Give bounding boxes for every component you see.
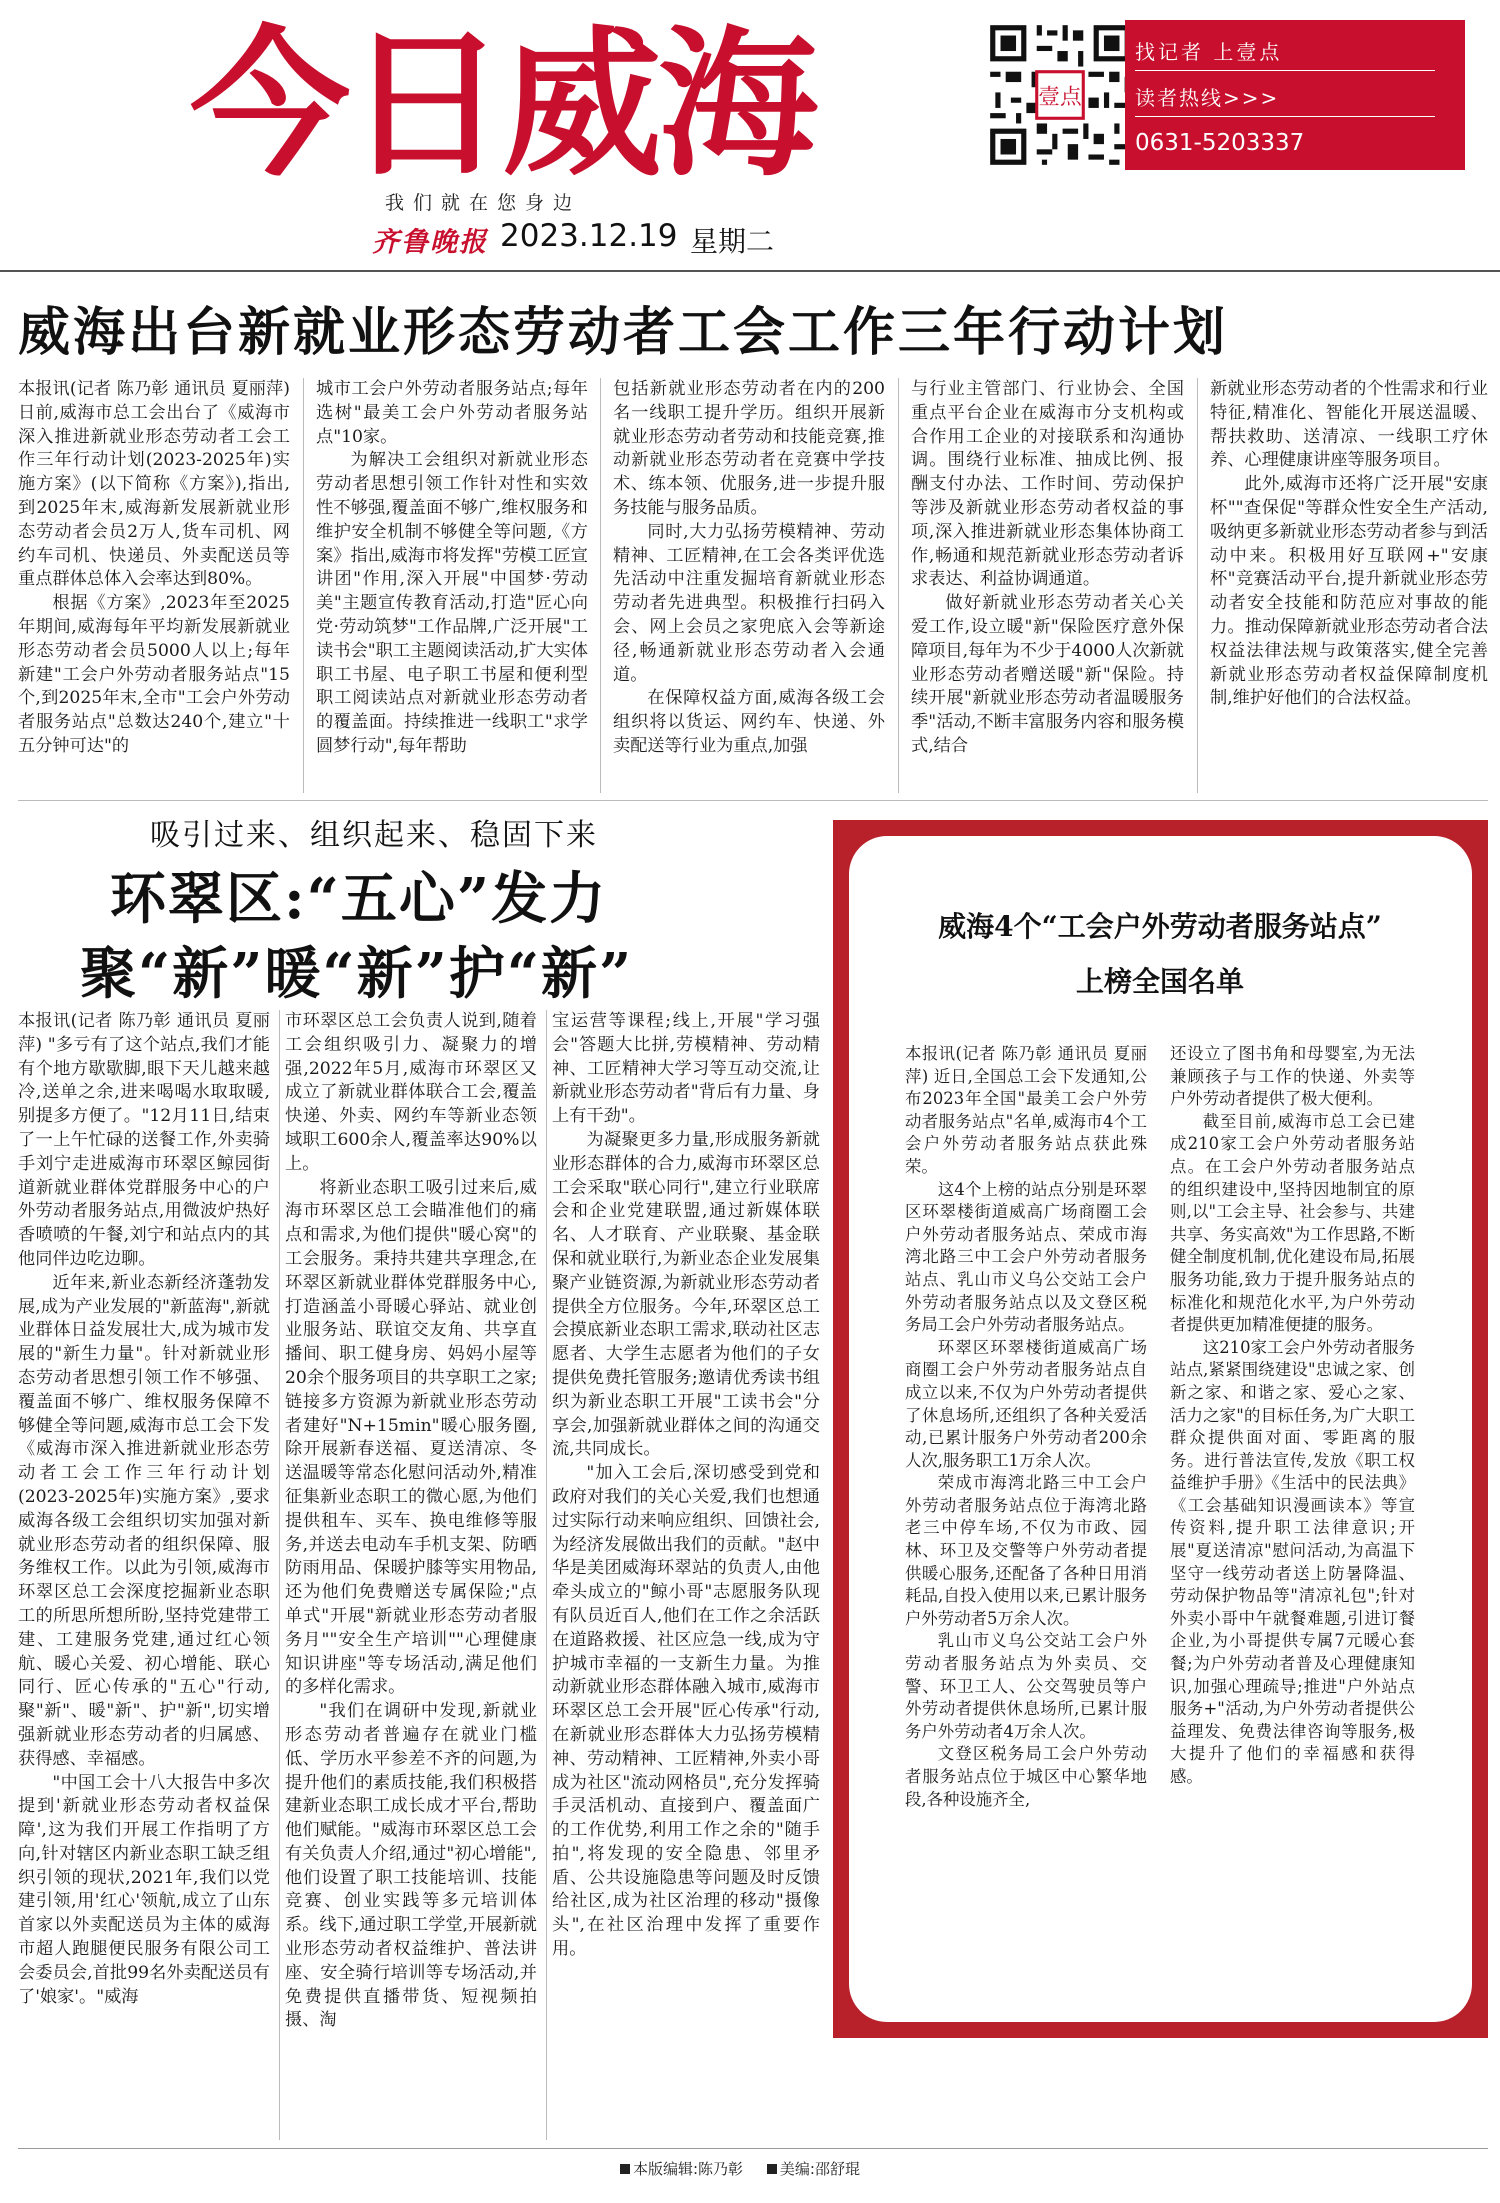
brand-text: 今日威海 — [190, 11, 815, 185]
reader-hotline-phone[interactable]: 0631-5203337 — [1135, 130, 1305, 156]
article2-col1-para: 近年来,新业态新经济蓬勃发展,成为产业发展的"新蓝海",新就业群体日益发展壮大,成为城市发展的"新生力量"。针对新就业形态劳动者思想引领工作不够强、覆盖面不够广、维权服务保障不够健全等问题,威海市总工会下发《威海市深入推进新就业形态劳动者工会工作三年行动计划(2023-2025年)实施方案》,要求威海各级工会组织切实加强对新就业形态劳动者的组织保障、服务维权工作。以此为引领,威海市环翠区总工会深度挖掘新业态职工的所思所想所盼,坚持党建带工建、工建服务党建,通过红心领航、暖心关爱、初心增能、联心同行、匠心传承的"五心"行动,聚"新"、暖"新"、护"新",切实增强新就业形态劳动者的归属感、获得感、幸福感。 — [18, 1272, 270, 1769]
article1-col2-para: 城市工会户外劳动者服务站点;每年选树"最美工会户外劳动者服务站点"10家。 — [316, 379, 588, 447]
article1-headline: 威海出台新就业形态劳动者工会工作三年行动计划 — [18, 302, 1229, 363]
article1-col1 — [18, 378, 290, 759]
article2-col3-para: "加入工会后,深切感受到党和政府对我们的关心关爱,我们也想通过实际行动来响应组织、回馈社会,为经济发展做出我们的贡献。"赵中华是美团威海环翠站的负责人,由他牵头成立的"鲸小哥"志愿服务队现有队员近百人,他们在工作之余活跃在道路救援、社区应急一线,成为守护城市幸福的一支新生力量。为推动新就业形态群体融入城市,威海市环翠区总工会开展"匠心传承"行动,在新就业形态群体大力弘扬劳模精神、劳动精神、工匠精神,外卖小哥成为社区"流动网格员",充分发挥骑手灵活机动、直接到户、覆盖面广的工作优势,利用工作之余的"随手拍",将发现的安全隐患、邻里矛盾、公共设施隐患等问题及时反馈给社区,成为社区治理的移动"摄像头",在社区治理中发挥了重要作用。 — [552, 1463, 820, 1960]
brand-logo — [190, 10, 950, 185]
column-divider — [279, 1010, 280, 2140]
article1-col1-para: 本报讯(记者 陈乃彰 通讯员 夏丽萍) 日前,威海市总工会出台了《威海市深入推进新就业形态劳动者工会工作三年行动计划(2023-2025年)实施方案》(以下简称《方案》),指出,到2025年末,威海新发展新就业形态劳动者会员2万人,货车司机、网约车司机、快递员、外卖配送员等重点群体总体入会率达到80%。 — [18, 379, 290, 590]
footer-credits — [620, 2158, 860, 2179]
article1-col4-para: 做好新就业形态劳动者关心关爱工作,设立暖"新"保险医疗意外保障项目,每年为不少于4000人次新就业形态劳动者赠送暖"新"保险。持续开展"新就业形态劳动者温暖服务季"活动,不断丰富服务内容和服务模式,结合 — [911, 593, 1184, 756]
article1-col2 — [316, 378, 588, 759]
column-divider — [1197, 378, 1198, 793]
article2-col1 — [18, 1010, 270, 2009]
article2-title-line2: 聚“新”暖“新”护“新” — [80, 941, 634, 1007]
article3-col1-para: 荣成市海湾北路三中工会户外劳动者服务站点位于海湾北路老三中停车场,不仅为市政、园林、环卫及交警等户外劳动者提供暖心服务,还配备了各种日用消耗品,自投入使用以来,已累计服务户外劳动者5万余人次。 — [905, 1473, 1147, 1628]
article3-col1-para: 乳山市义乌公交站工会户外劳动者服务站点为外卖员、交警、环卫工人、公交驾驶员等户外劳动者提供休息场所,已累计服务户外劳动者4万余人次。 — [905, 1631, 1147, 1741]
slogan: 我们就在您身边 — [385, 192, 582, 214]
article1-col3-para: 同时,大力弘扬劳模精神、劳动精神、工匠精神,在工会各类评优选先活动中注重发掘培育新就业形态劳动者先进典型。积极推行扫码入会、网上会员之家兜底入会等新途径,畅通新就业形态劳动者入会通道。 — [613, 521, 885, 685]
article3-col1-para: 环翠区环翠楼街道威高广场商圈工会户外劳动者服务站点自成立以来,不仅为户外劳动者提供了休息场所,还组织了各种关爱活动,已累计服务户外劳动者200余人次,服务职工1万余人次。 — [905, 1337, 1147, 1470]
paper-logo: 齐鲁晚报 — [372, 227, 488, 258]
column-divider — [546, 1010, 547, 2140]
square-bullet-icon — [620, 2164, 630, 2174]
article2-kicker: 吸引过来、组织起来、稳固下来 — [150, 818, 598, 853]
article2-col2-para: 市环翠区总工会负责人说到,随着工会组织吸引力、凝聚力的增强,2022年5月,威海市环翠区又成立了新就业群体联合工会,覆盖快递、外卖、网约车等新业态领域职工600余人,覆盖率达90%以上。 — [285, 1011, 537, 1174]
article2-title-line1: 环翠区:“五心”发力 — [110, 866, 608, 932]
article3-title-line2: 上榜全国名单 — [1075, 965, 1244, 998]
qr-badge: 壹点 — [1038, 84, 1082, 110]
contact-tagline: 找记者 上壹点 — [1135, 40, 1283, 64]
masthead-divider — [0, 270, 1500, 272]
column-divider — [898, 378, 899, 793]
article2-col2-para: "我们在调研中发现,新就业形态劳动者普遍存在就业门槛低、学历水平参差不齐的问题,为提升他们的素质技能,我们积极搭建新业态职工成长成才平台,帮助他们赋能。"威海市环翠区总工会有关负责人介绍,通过"初心增能",他们设置了职工技能培训、技能竞赛、创业实践等多元培训体系。线下,通过职工学堂,开展新就业形态劳动者权益维护、普法讲座、安全骑行培训等专场活动,并免费提供直播带货、短视频拍摄、淘 — [285, 1701, 537, 2031]
article3-title-line1: 威海4个“工会户外劳动者服务站点” — [938, 910, 1382, 943]
article2-col3-para: 宝运营等课程;线上,开展"学习强会"答题大比拼,劳模精神、劳动精神、工匠精神大学习等互动交流,让新就业形态劳动者"背后有力量、身上有干劲"。 — [552, 1011, 820, 1127]
article1-col5 — [1210, 378, 1488, 711]
article1-col4 — [911, 378, 1184, 759]
article1-col3-para: 包括新就业形态劳动者在内的200名一线职工提升学历。组织开展新就业形态劳动者劳动和技能竞赛,推动新就业形态劳动者在竞赛中学技术、练本领、优服务,进一步提升服务技能与服务品质。 — [613, 379, 885, 518]
article2-col1-para: 本报讯(记者 陈乃彰 通讯员 夏丽萍) "多亏有了这个站点,我们才能有个地方歇歇脚,眼下天儿越来越冷,送单之余,进来喝喝水取取暖,别提多方便了。"12月11日,结束了一上午忙碌的送餐工作,外卖骑手刘宁走进威海市环翠区鲸园街道新就业群体党群服务中心的户外劳动者服务站点,用微波炉热好香喷喷的午餐,刘宁和站点内的其他同伴边吃边聊。 — [18, 1011, 270, 1269]
article3-col2 — [1170, 1043, 1415, 1789]
article1-col3-para: 在保障权益方面,威海各级工会组织将以货运、网约车、快递、外卖配送等行业为重点,加强 — [613, 688, 885, 756]
footer-designer: 美编:邵舒琨 — [779, 2160, 860, 2178]
article1-col3 — [613, 378, 885, 759]
contact-divider — [1135, 70, 1435, 71]
article3-col2-para: 还设立了图书角和母婴室,为无法兼顾孩子与工作的快递、外卖等户外劳动者提供了极大便利。 — [1170, 1044, 1415, 1109]
article1-col5-para: 此外,威海市还将广泛开展"安康杯""查保促"等群众性安全生产活动,吸纳更多新就业形态劳动者参与到活动中来。积极用好互联网+"安康杯"竞赛活动平台,提升新就业形态劳动者安全技能和防范应对事故的能力。推动保障新就业形态劳动者合法权益法律法规与政策落实,健全完善新就业形态劳动者权益保障制度机制,维护好他们的合法权益。 — [1210, 474, 1488, 709]
masthead — [0, 0, 1500, 268]
article2-col2-para: 将新业态职工吸引过来后,威海市环翠区总工会瞄准他们的痛点和需求,为他们提供"暖心窝"的工会服务。秉持共建共享理念,在环翠区新就业群体党群服务中心,打造涵盖小哥暖心驿站、就业创业服务站、联谊交友角、共享直播间、职工健身房、妈妈小屋等20余个服务项目的共享职工之家;链接多方资源为新就业形态劳动者建好"N+15min"暖心服务圈,除开展新春送福、夏送清凉、冬送温暖等常态化慰问活动外,精准征集新业态职工的微心愿,为他们提供租车、买车、换电维修等服务,并送去电动车手机支架、防晒防雨用品、保暖护膝等实用物品,还为他们免费赠送专属保险;"点单式"开展"新就业形态劳动者服务月""安全生产培训""心理健康知识讲座"等专场活动,满足他们的多样化需求。 — [285, 1177, 537, 1698]
contact-panel — [1125, 20, 1500, 175]
section-divider — [18, 800, 1488, 801]
article3-col1 — [905, 1043, 1147, 1811]
issue-weekday: 星期二 — [690, 225, 775, 258]
article1-col5-para: 新就业形态劳动者的个性需求和行业特征,精准化、智能化开展送温暖、帮扶救助、送清凉、一线职工疗休养、心理健康讲座等服务项目。 — [1210, 379, 1488, 471]
qr-code-icon[interactable] — [985, 20, 1135, 170]
article2-col3 — [552, 1010, 820, 1962]
footer-editor: 本版编辑:陈乃彰 — [633, 2160, 744, 2178]
article3-col2-para: 截至目前,威海市总工会已建成210家工会户外劳动者服务站点。在工会户外劳动者服务站点的组织建设中,坚持因地制宜的原则,以"工会主导、社会参与、共建共享、务实高效"为工作思路,不断健全制度机制,优化建设布局,拓展服务功能,致力于提升服务站点的标准化和规范化水平,为户外劳动者提供更加精准便捷的服务。 — [1170, 1111, 1415, 1335]
article2-col3-para: 为凝聚更多力量,形成服务新就业形态群体的合力,威海市环翠区总工会采取"联心同行",建立行业联席会和企业党建联盟,通过新媒体联名、人才联育、产业联聚、基金联保和就业联行,为新业态企业发展集聚产业链资源,为新就业形态劳动者提供全方位服务。今年,环翠区总工会摸底新业态职工需求,联动社区志愿者、大学生志愿者为他们的子女提供免费托管服务;邀请优秀读书组织为新业态职工开展"工读书会"分享会,加强新就业群体之间的沟通交流,共同成长。 — [552, 1129, 820, 1460]
square-bullet-icon — [767, 2164, 777, 2174]
article3-col2-para: 这210家工会户外劳动者服务站点,紧紧围绕建设"忠诚之家、创新之家、和谐之家、爱心之家、活力之家"的目标任务,为广大职工群众提供面对面、零距离的服务。进行普法宣传,发放《职工权益维护手册》《生活中的民法典》《工会基础知识漫画读本》等宣传资料,提升职工法律意识;开展"夏送清凉"慰问活动,为高温下坚守一线劳动者送上防暑降温、劳动保护物品等"清凉礼包";针对外卖小哥中午就餐难题,引进订餐企业,为小哥提供专属7元暖心套餐;为户外劳动者普及心理健康知识,加强心理疏导;推进"户外站点服务+"活动,为户外劳动者提供公益理发、免费法律咨询等服务,极大提升了他们的幸福感和获得感。 — [1170, 1337, 1415, 1786]
article2-col2 — [285, 1010, 537, 2033]
article3-col1-para: 文登区税务局工会户外劳动者服务站点位于城区中心繁华地段,各种设施齐全, — [905, 1744, 1147, 1809]
article1-col1-para: 根据《方案》,2023年至2025年期间,威海每年平均新发展新就业形态劳动者会员5000人以上;每年新建"工会户外劳动者服务站点"15个,到2025年末,全市"工会户外劳动者服务站点"总数达240个,建立"十五分钟可达"的 — [18, 593, 290, 756]
issue-date: 2023.12.19 — [500, 218, 678, 254]
column-divider — [600, 378, 601, 793]
contact-divider-2 — [1135, 116, 1435, 117]
reader-hotline-label: 读者热线>>> — [1135, 86, 1280, 110]
article3-col1-para: 本报讯(记者 陈乃彰 通讯员 夏丽萍) 近日,全国总工会下发通知,公布2023年全国"最美工会户外劳动者服务站点"名单,威海市4个工会户外劳动者服务站点获此殊荣。 — [905, 1044, 1147, 1176]
article1-col4-para: 与行业主管部门、行业协会、全国重点平台企业在威海市分支机构或合作用工企业的对接联系和沟通协调。围绕行业标准、抽成比例、报酬支付办法、工作时间、劳动保护等涉及新就业形态劳动者权益的事项,深入推进新就业形态集体协商工作,畅通和规范新就业形态劳动者诉求表达、利益协调通道。 — [911, 379, 1184, 590]
article3-col1-para: 这4个上榜的站点分别是环翠区环翠楼街道威高广场商圈工会户外劳动者服务站点、荣成市海湾北路三中工会户外劳动者服务站点、乳山市义乌公交站工会户外劳动者服务站点以及文登区税务局工会户外劳动者服务站点。 — [905, 1179, 1147, 1335]
footer-divider — [18, 2148, 1488, 2149]
article1-col2-para: 为解决工会组织对新就业形态劳动者思想引领工作针对性和实效性不够强,覆盖面不够广,维权服务和维护安全机制不够健全等问题,《方案》指出,威海市将发挥"劳模工匠宣讲团"作用,深入开展"中国梦·劳动美"主题宣传教育活动,打造"匠心向党·劳动筑梦"工作品牌,广泛开展"工读书会"职工主题阅读活动,扩大实体职工书屋、电子职工书屋和便利型职工阅读站点对新就业形态劳动者的覆盖面。持续推进一线职工"求学圆梦行动",每年帮助 — [316, 450, 588, 756]
article2-col1-para: "中国工会十八大报告中多次提到'新就业形态劳动者权益保障',这为我们开展工作指明了方向,针对辖区内新业态职工缺乏组织引领的现状,2021年,我们以党建引领,用'红心'领航,成立了山东首家以外卖配送员为主体的威海市超人跑腿便民服务有限公司工会委员会,首批99名外卖配送员有了'娘家'。"威海 — [18, 1772, 270, 2007]
column-divider — [303, 378, 304, 793]
